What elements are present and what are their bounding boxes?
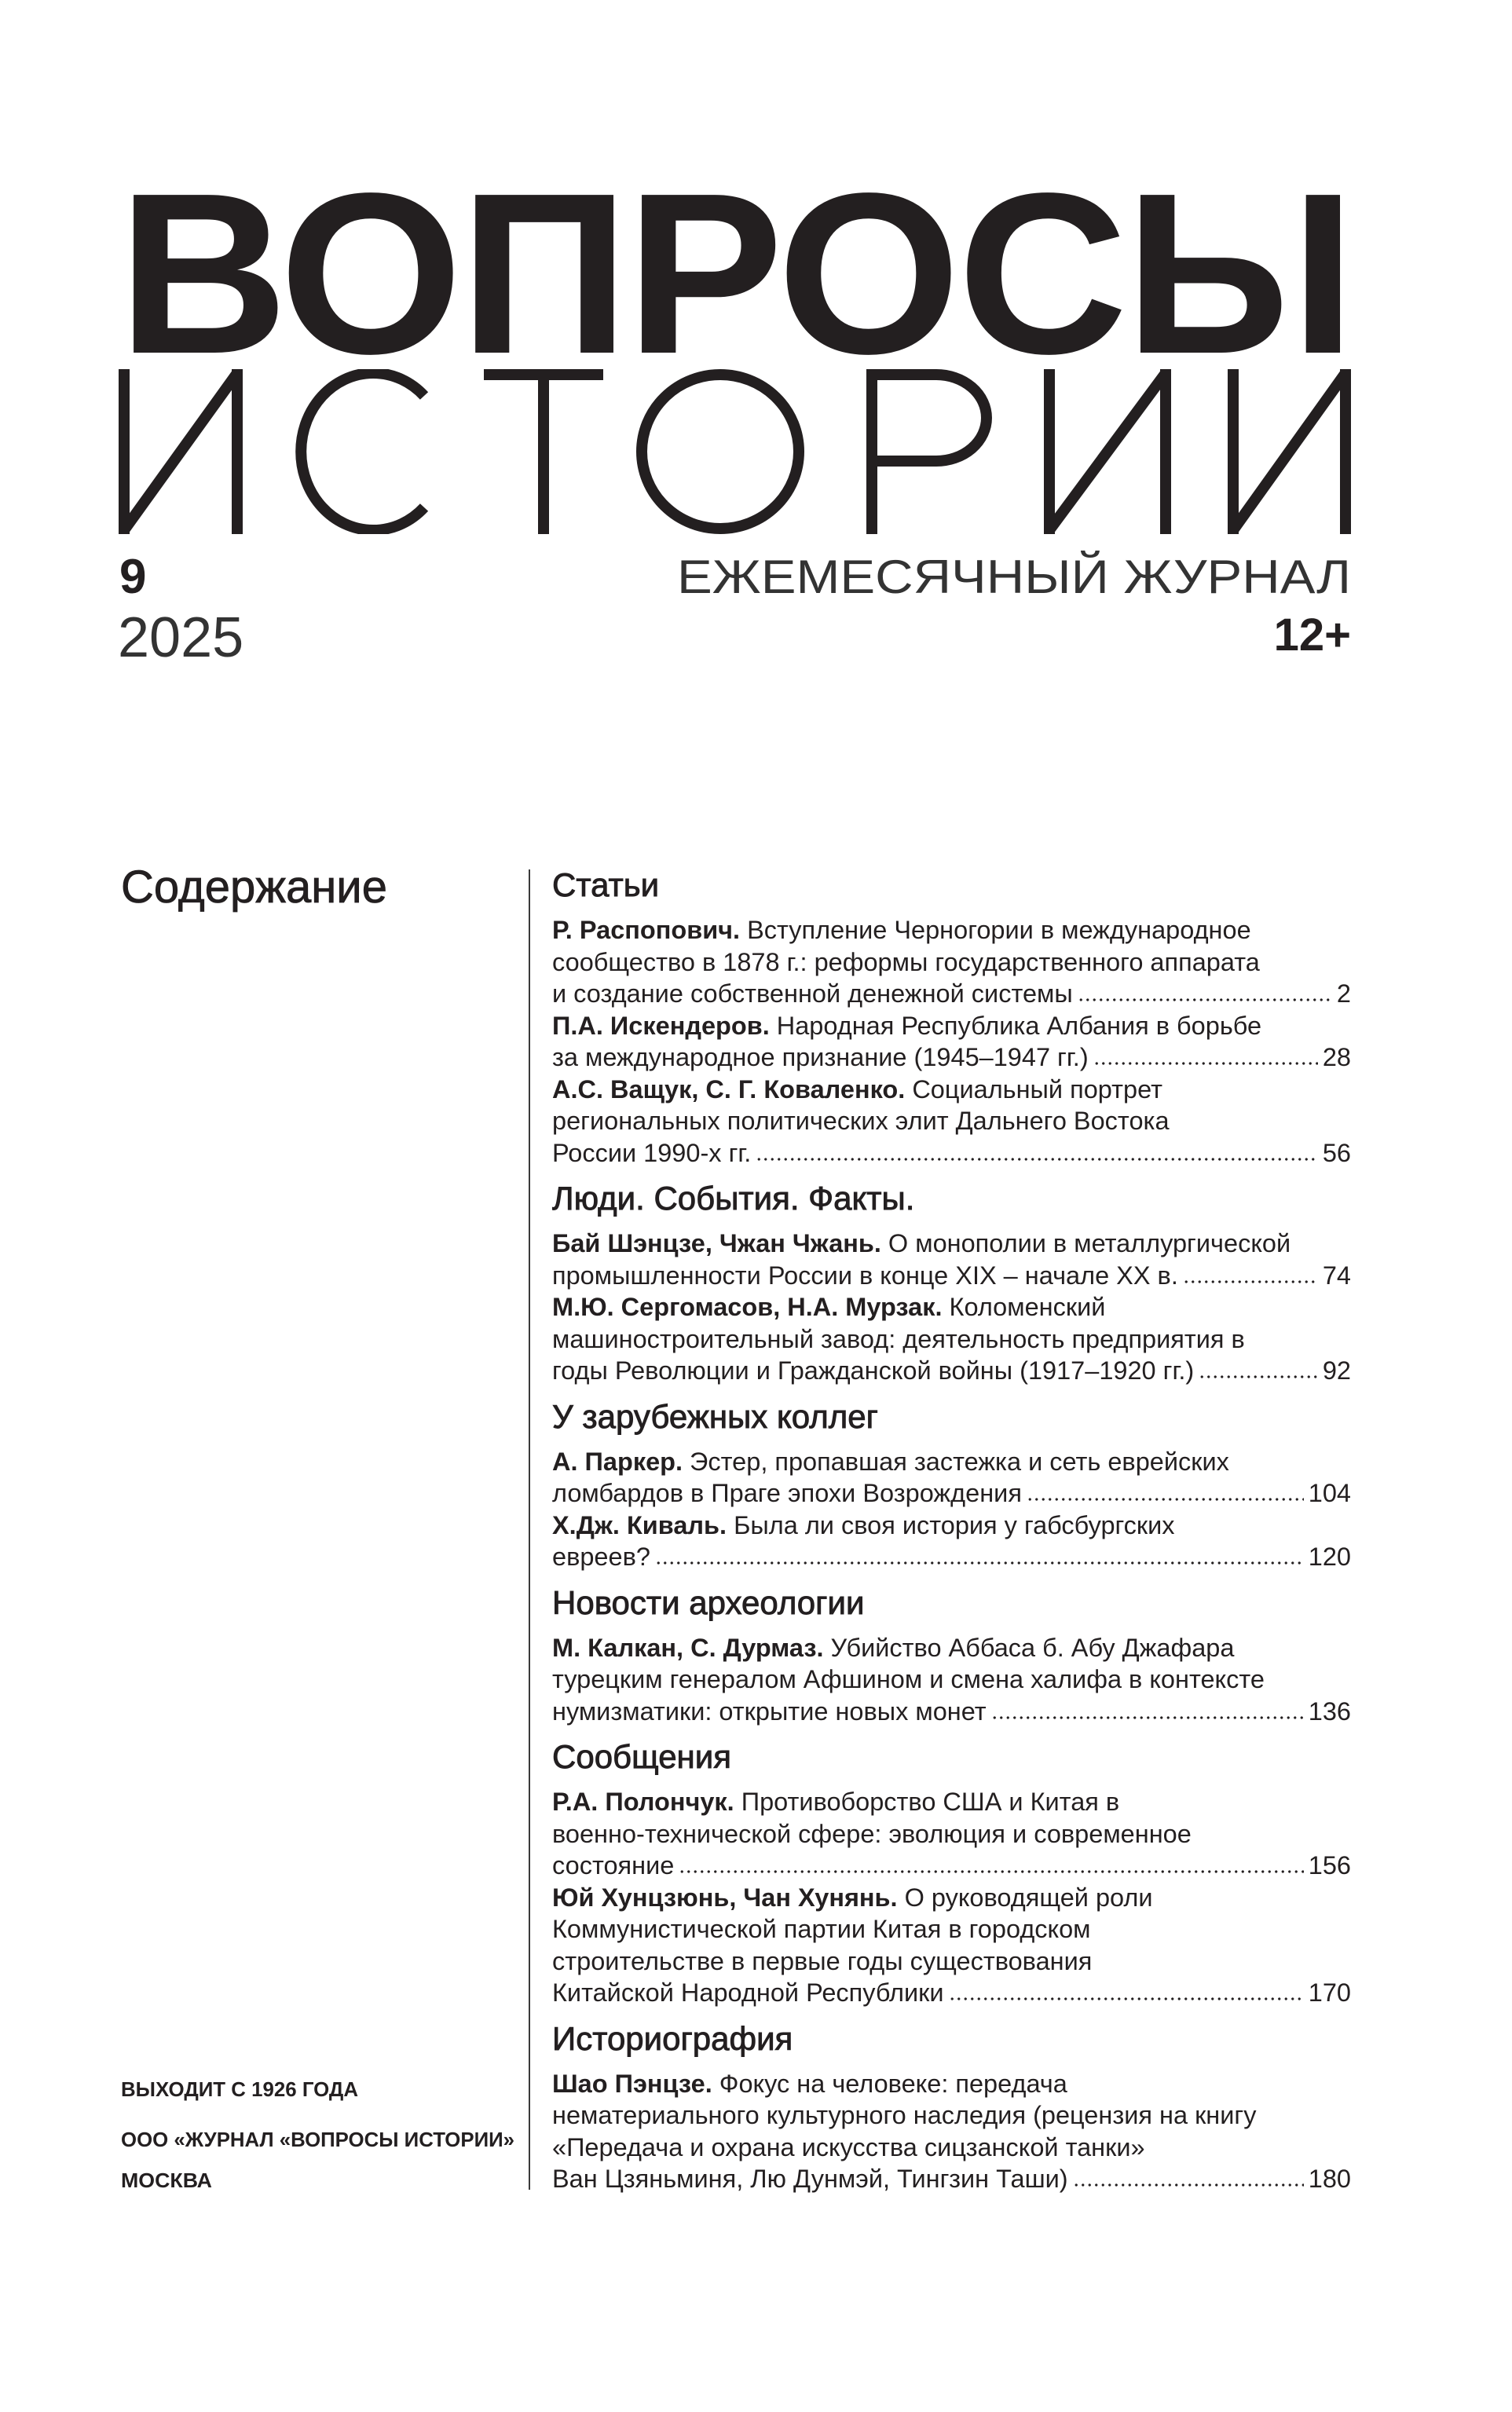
dot-leader <box>1183 1277 1318 1285</box>
dot-leader <box>1093 1059 1318 1067</box>
toc-section <box>552 1387 1351 1573</box>
entry-line <box>552 1913 1351 1945</box>
imprint-publisher <box>121 2127 514 2152</box>
entry-line <box>552 1882 1351 1914</box>
entry-line <box>552 1355 1351 1387</box>
entry-line <box>552 1041 1351 1074</box>
entry-line <box>552 1137 1351 1169</box>
entry-line <box>552 1323 1351 1356</box>
entry-page-number[interactable]: 56 <box>1322 1138 1351 1167</box>
letter-i-1 <box>124 369 237 534</box>
entry-line <box>552 1105 1351 1137</box>
journal-subtitle <box>677 550 1351 605</box>
entry-title-text: Была ли своя история у габсбургских <box>734 1510 1175 1539</box>
entry-line <box>552 946 1351 979</box>
entry-title-text: машиностроительный завод: деятельность предприятия в <box>552 1324 1245 1353</box>
dot-leader <box>1073 2180 1304 2188</box>
entry-page-number[interactable]: 74 <box>1322 1261 1351 1290</box>
imprint-city <box>121 2168 212 2193</box>
entry-title-text: Китайской Народной Республики <box>552 1978 944 2007</box>
toc-entry[interactable] <box>552 1882 1351 2009</box>
entry-line <box>552 1818 1351 1850</box>
imprint-since <box>121 2077 358 2102</box>
toc-entry[interactable] <box>552 1786 1351 1882</box>
journal-title-top <box>118 145 1353 401</box>
entry-line <box>552 2132 1351 2164</box>
dot-leader <box>679 1867 1303 1875</box>
entry-page-number[interactable]: 136 <box>1308 1696 1351 1726</box>
journal-title-top-text: ВОПРОСЫ <box>118 145 1353 401</box>
entry-title-text: Социальный портрет <box>912 1074 1162 1104</box>
section-title: Люди. События. Факты. <box>552 1180 915 1217</box>
entry-title-text: турецким генералом Афшином и смена халифа в контексте <box>552 1665 1265 1693</box>
entry-line <box>552 1477 1351 1510</box>
toc-entry[interactable] <box>552 914 1351 1010</box>
letter-r <box>872 375 987 534</box>
entry-title-text: Вступление Черногории в международное <box>747 916 1251 944</box>
imprint-city-text: МОСКВА <box>121 2169 212 2192</box>
age-rating: 12+ <box>1273 609 1351 661</box>
toc-section <box>552 1573 1351 1728</box>
issue-number: 9 <box>119 550 147 604</box>
toc-section <box>552 2009 1351 2195</box>
toc-section <box>552 855 1351 1169</box>
table-of-contents <box>552 855 1351 2195</box>
section-title: У зарубежных коллег <box>552 1397 878 1435</box>
entry-title-text: военно-технической сфере: эволюция и современное <box>552 1819 1192 1848</box>
entry-line <box>552 1945 1351 1978</box>
section-title: Новости археологии <box>552 1583 865 1621</box>
contents-divider <box>529 869 530 2190</box>
entry-line <box>552 1664 1351 1696</box>
entry-title-text: за международное признание (1945–1947 гг.) <box>552 1043 1089 1071</box>
entry-title-text: О руководящей роли <box>904 1883 1153 1912</box>
entry-author: Шао Пэнцзе. <box>552 2069 712 2098</box>
entry-title-text: России 1990-х гг. <box>552 1138 752 1167</box>
section-title: Статьи <box>552 866 660 903</box>
toc-entry[interactable] <box>552 1228 1351 1291</box>
entry-title-text: состояние <box>552 1851 675 1879</box>
entry-line <box>552 1786 1351 1818</box>
entry-line <box>552 1010 1351 1042</box>
toc-entry[interactable] <box>552 1632 1351 1728</box>
imprint-since-text: ВЫХОДИТ С 1926 ГОДА <box>121 2077 358 2101</box>
dot-leader <box>991 1713 1304 1721</box>
issue-year: 2025 <box>118 606 244 669</box>
entry-line <box>552 1850 1351 1882</box>
journal-title-bottom-logo <box>118 369 1353 534</box>
toc-section <box>552 1169 1351 1387</box>
toc-entry[interactable] <box>552 1510 1351 1573</box>
entry-line <box>552 1977 1351 2009</box>
entry-author: М.Ю. Сергомасов, Н.А. Мурзак. <box>552 1293 943 1321</box>
contents-title: Содержание <box>121 862 387 913</box>
entry-title-text: Народная Республика Албания в борьбе <box>776 1011 1262 1040</box>
section-title: Историография <box>552 2019 793 2057</box>
entry-author: А.С. Ващук, С. Г. Коваленко. <box>552 1074 906 1104</box>
entry-page-number[interactable]: 2 <box>1336 979 1351 1008</box>
entry-page-number[interactable]: 170 <box>1308 1978 1351 2007</box>
entry-page-number[interactable]: 180 <box>1308 2165 1351 2193</box>
entry-title-text: сообщество в 1878 г.: реформы государственного аппарата <box>552 947 1260 976</box>
entry-page-number[interactable]: 120 <box>1308 1543 1351 1571</box>
entry-line <box>552 1696 1351 1728</box>
entry-page-number[interactable]: 92 <box>1322 1356 1351 1385</box>
journal-subtitle-text: ЕЖЕМЕСЯЧНЫЙ ЖУРНАЛ <box>677 551 1351 603</box>
letter-o <box>642 375 799 529</box>
toc-entry[interactable] <box>552 1010 1351 1074</box>
toc-section <box>552 1727 1351 2009</box>
entry-line <box>552 1510 1351 1542</box>
entry-author: Юй Хунцзюнь, Чан Хунянь. <box>552 1883 898 1912</box>
entry-line <box>552 1541 1351 1573</box>
entry-line <box>552 1446 1351 1478</box>
entry-author: Р.А. Полончук. <box>552 1788 734 1816</box>
toc-entry[interactable] <box>552 2068 1351 2195</box>
entry-title-text: Коммунистической партии Китая в городском <box>552 1915 1091 1943</box>
entry-author: Бай Шэнцзе, Чжан Чжань. <box>552 1229 881 1257</box>
entry-page-number[interactable]: 104 <box>1308 1479 1351 1507</box>
entry-title-text: нумизматики: открытие новых монет <box>552 1696 987 1726</box>
letter-i-3 <box>1233 369 1345 534</box>
entry-title-text: Фокус на человеке: передача <box>719 2069 1067 2098</box>
dot-leader <box>655 1558 1304 1566</box>
entry-line <box>552 914 1351 946</box>
entry-author: П.А. Искендеров. <box>552 1011 770 1040</box>
entry-title-text: Убийство Аббаса б. Абу Джафара <box>830 1633 1235 1662</box>
dot-leader <box>1078 995 1332 1003</box>
entry-author: Р. Распопович. <box>552 916 741 944</box>
dot-leader <box>1027 1495 1304 1502</box>
toc-entry[interactable] <box>552 1074 1351 1169</box>
toc-entry[interactable] <box>552 1291 1351 1387</box>
letter-i-2 <box>1049 369 1166 534</box>
entry-title-text: нематериального культурного наследия (рецензия на книгу <box>552 2101 1257 2129</box>
toc-entry[interactable] <box>552 1446 1351 1510</box>
dot-leader <box>949 1994 1304 2002</box>
entry-title-text: и создание собственной денежной системы <box>552 979 1073 1008</box>
entry-line <box>552 1291 1351 1323</box>
entry-title-text: Ван Цзяньминя, Лю Дунмэй, Тингзин Таши) <box>552 2165 1068 2193</box>
entry-title-text: евреев? <box>552 1543 650 1571</box>
entry-line <box>552 2163 1351 2195</box>
entry-line <box>552 1632 1351 1664</box>
entry-title-text: Коломенский <box>949 1293 1106 1321</box>
entry-title-text: промышленности России в конце XIX – начале XX в. <box>552 1261 1178 1290</box>
entry-author: Х.Дж. Киваль. <box>552 1510 727 1539</box>
letter-t <box>484 375 603 534</box>
entry-title-text: строительстве в первые годы существования <box>552 1946 1093 1975</box>
dot-leader <box>756 1155 1318 1162</box>
entry-line <box>552 1074 1351 1106</box>
entry-line <box>552 2068 1351 2100</box>
entry-title-text: О монополии в металлургической <box>888 1229 1291 1257</box>
entry-title-text: «Передача и охрана искусства сицзанской танки» <box>552 2132 1145 2161</box>
entry-title-text: региональных политических элит Дальнего Востока <box>552 1107 1170 1135</box>
entry-page-number[interactable]: 156 <box>1308 1851 1351 1879</box>
entry-title-text: Противоборство США и Китая в <box>741 1788 1120 1816</box>
entry-author: М. Калкан, С. Дурмаз. <box>552 1633 824 1662</box>
section-title: Сообщения <box>552 1738 731 1775</box>
entry-line <box>552 1228 1351 1260</box>
dot-leader <box>1199 1372 1318 1380</box>
entry-author: А. Паркер. <box>552 1447 683 1476</box>
entry-line <box>552 978 1351 1010</box>
entry-title-text: Эстер, пропавшая застежка и сеть еврейских <box>690 1447 1229 1476</box>
entry-title-text: годы Революции и Гражданской войны (1917–1920 гг.) <box>552 1356 1195 1385</box>
letter-s <box>301 373 424 530</box>
entry-line <box>552 2099 1351 2132</box>
entry-title-text: ломбардов в Праге эпохи Возрождения <box>552 1479 1022 1507</box>
imprint-publisher-text: ООО «ЖУРНАЛ «ВОПРОСЫ ИСТОРИИ» <box>121 2128 514 2151</box>
entry-line <box>552 1260 1351 1292</box>
entry-page-number[interactable]: 28 <box>1322 1043 1351 1071</box>
